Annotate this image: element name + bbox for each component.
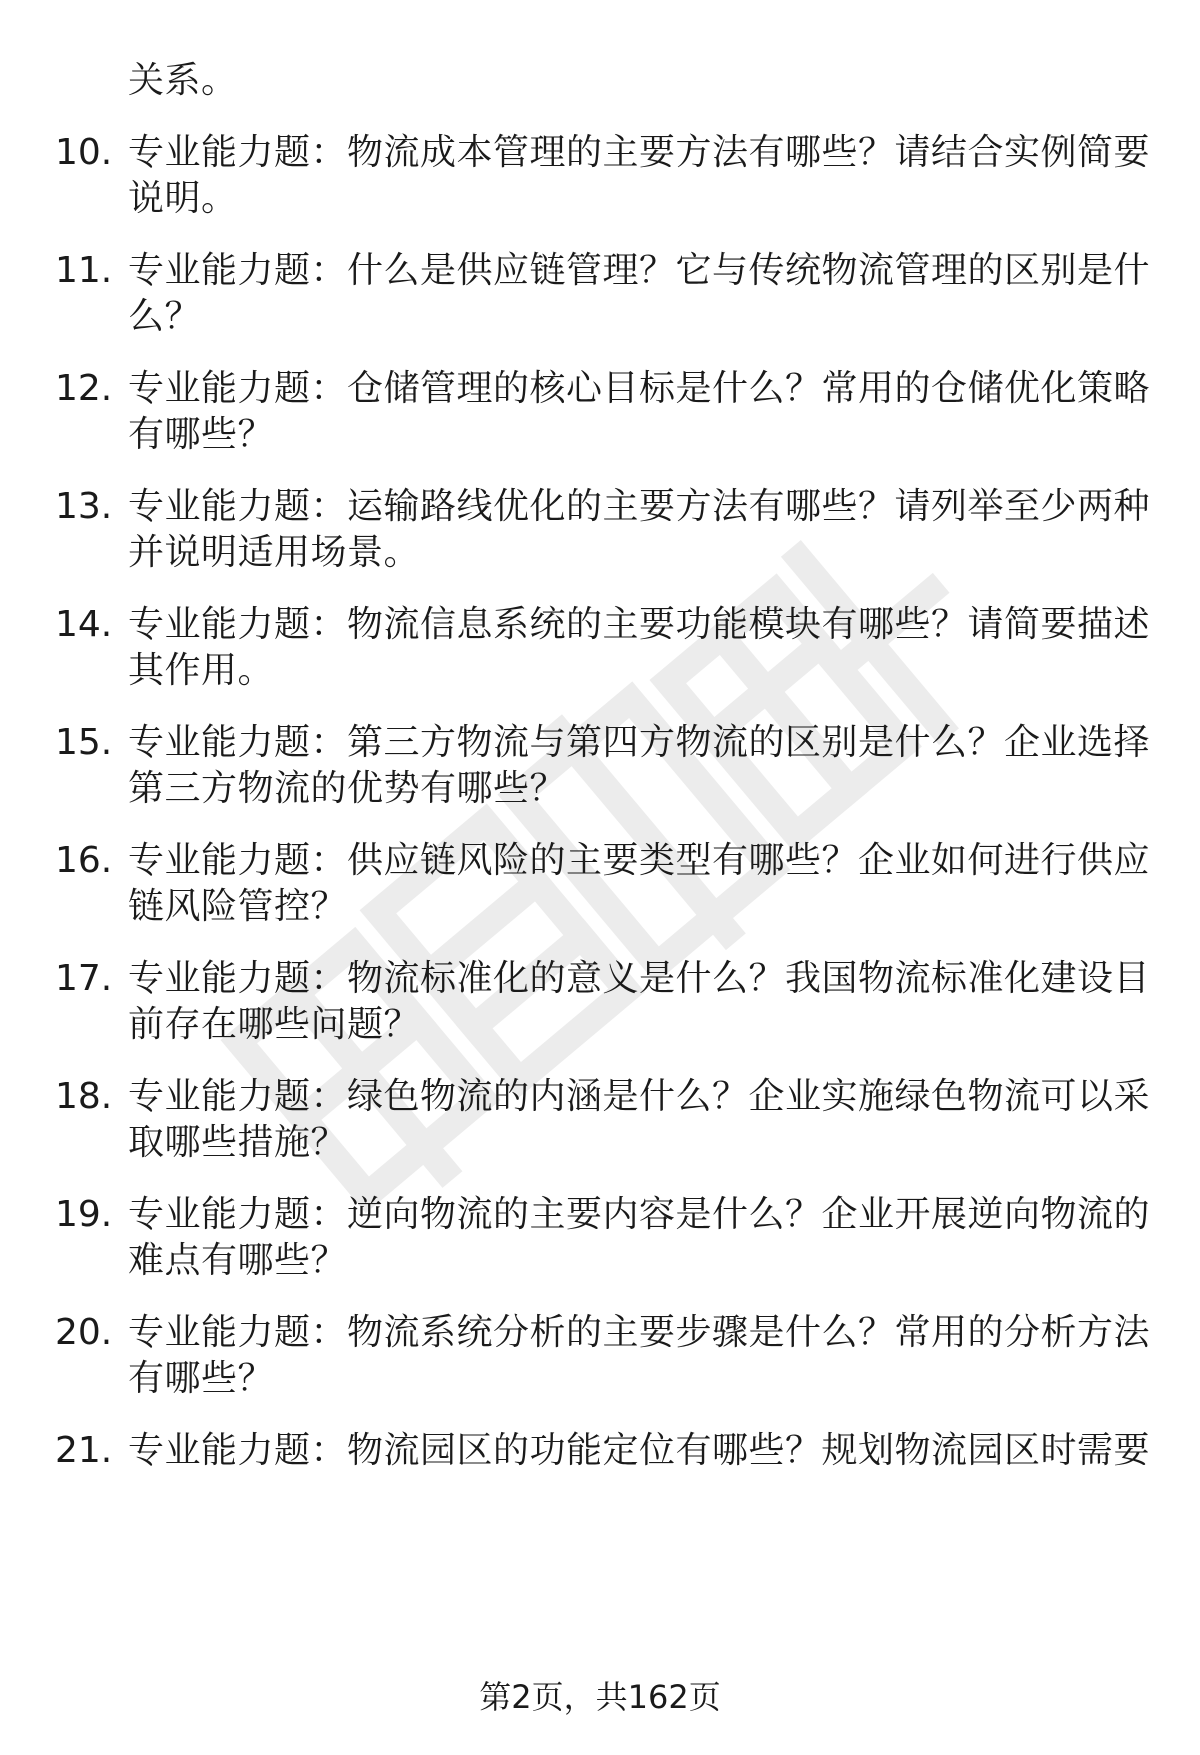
item-line-1: 专业能力题：物流成本管理的主要方法有哪些？请结合实例简要 — [128, 132, 1151, 173]
item-line-1: 专业能力题：运输路线优化的主要方法有哪些？请列举至少两种 — [128, 486, 1151, 527]
item-number: 13. — [55, 486, 113, 527]
item-line-1: 专业能力题：逆向物流的主要内容是什么？企业开展逆向物流的 — [128, 1194, 1151, 1235]
item-line-2: 有哪些？ — [128, 1358, 275, 1399]
item-line-2: 有哪些？ — [128, 414, 275, 455]
item-line-1: 专业能力题：仓储管理的核心目标是什么？常用的仓储优化策略 — [128, 368, 1151, 409]
item-line-1: 专业能力题：供应链风险的主要类型有哪些？企业如何进行供应 — [128, 840, 1151, 881]
item-number: 15. — [55, 722, 113, 763]
continuation-text: 关系。 — [128, 60, 238, 101]
item-line-1: 专业能力题：物流园区的功能定位有哪些？规划物流园区时需要 — [128, 1430, 1151, 1471]
item-line-2: 其作用。 — [128, 650, 275, 691]
item-number: 16. — [55, 840, 113, 881]
item-number: 17. — [55, 958, 113, 999]
item-line-2: 前存在哪些问题？ — [128, 1004, 421, 1045]
item-line-2: 难点有哪些？ — [128, 1240, 348, 1281]
item-line-1: 专业能力题：什么是供应链管理？它与传统物流管理的区别是什 — [128, 250, 1151, 291]
page-footer: 第2页，共162页 — [479, 1678, 721, 1716]
item-line-1: 专业能力题：第三方物流与第四方物流的区别是什么？企业选择 — [128, 722, 1151, 763]
item-number: 20. — [55, 1312, 113, 1353]
item-line-2: 说明。 — [128, 178, 238, 219]
item-line-1: 专业能力题：物流标准化的意义是什么？我国物流标准化建设目 — [128, 958, 1151, 999]
item-line-1: 专业能力题：物流信息系统的主要功能模块有哪些？请简要描述 — [128, 604, 1151, 645]
item-number: 12. — [55, 368, 113, 409]
item-number: 14. — [55, 604, 113, 645]
item-line-2: 并说明适用场景。 — [128, 532, 421, 573]
item-number: 11. — [55, 250, 113, 291]
item-line-2: 取哪些措施？ — [128, 1122, 348, 1163]
item-line-2: 么？ — [128, 296, 202, 337]
item-number: 21. — [55, 1430, 113, 1471]
item-line-1: 专业能力题：物流系统分析的主要步骤是什么？常用的分析方法 — [128, 1312, 1151, 1353]
item-number: 10. — [55, 132, 113, 173]
item-line-1: 专业能力题：绿色物流的内涵是什么？企业实施绿色物流可以采 — [128, 1076, 1151, 1117]
item-line-2: 链风险管控？ — [128, 886, 348, 927]
item-line-2: 第三方物流的优势有哪些？ — [128, 768, 567, 809]
item-number: 19. — [55, 1194, 113, 1235]
item-number: 18. — [55, 1076, 113, 1117]
